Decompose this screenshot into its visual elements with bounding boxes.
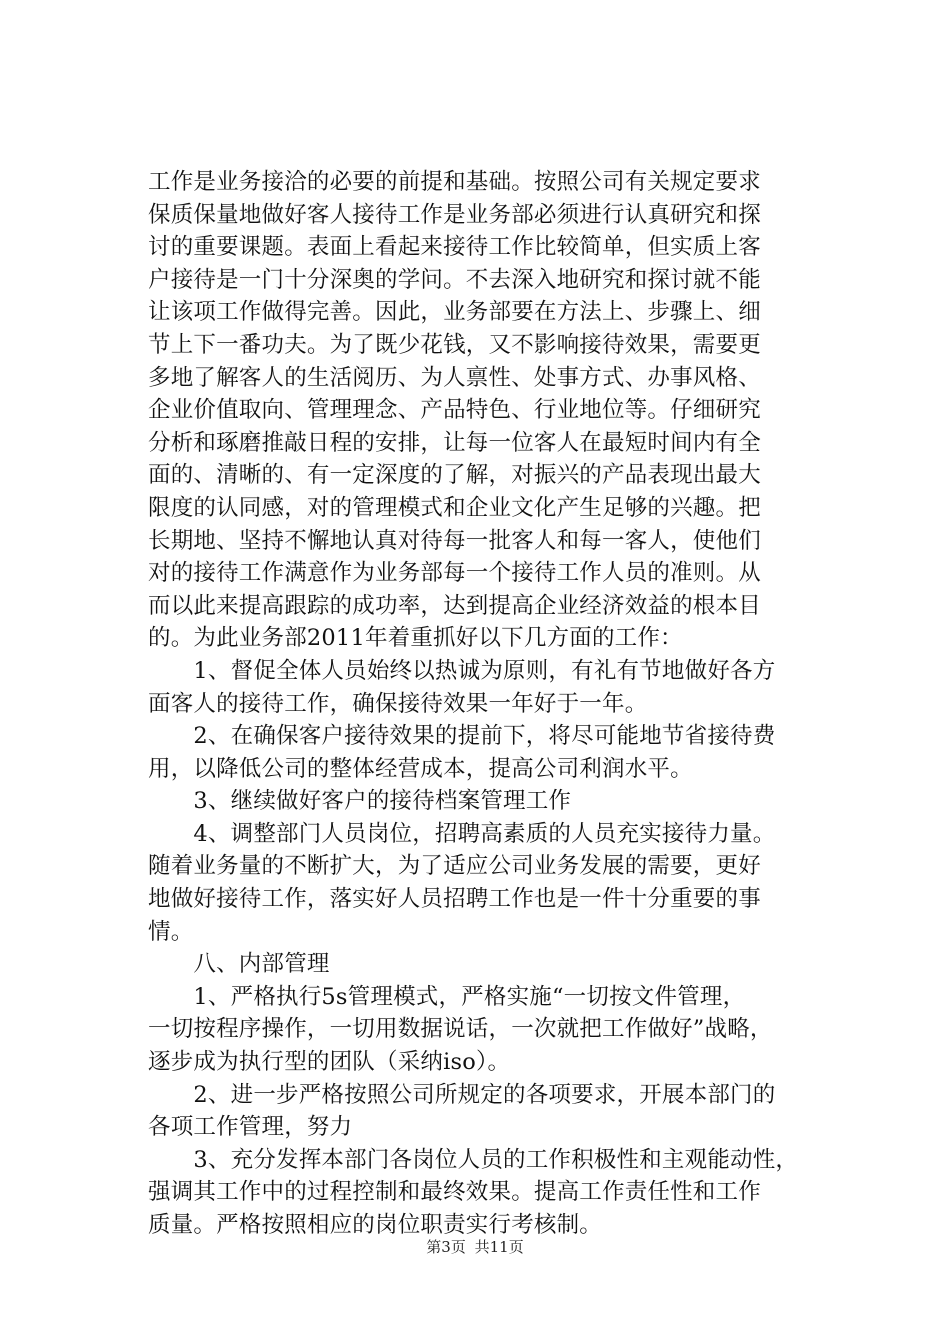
text-line: 逐步成为执行型的团队（采纳iso）。 — [148, 1049, 511, 1076]
text-line: 2、进一步严格按照公司所规定的各项要求，开展本部门的 — [148, 1081, 776, 1108]
document-body — [148, 166, 838, 1242]
text-line: 保质保量地做好客人接待工作是业务部必须进行认真研究和探 — [148, 201, 761, 228]
text-line: 地做好接待工作，落实好人员招聘工作也是一件十分重要的事 — [148, 886, 761, 913]
text-line: 一切按程序操作，一切用数据说话，一次就把工作做好”战略， — [148, 1016, 773, 1043]
section-heading: 八、内部管理 — [148, 951, 330, 978]
text-line: 分析和琢磨推敲日程的安排，让每一位客人在最短时间内有全 — [148, 429, 761, 456]
text-line: 面客人的接待工作，确保接待效果一年好于一年。 — [148, 690, 648, 717]
text-line: 对的接待工作满意作为业务部每一个接待工作人员的准则。从 — [148, 560, 761, 587]
text-line: 长期地、坚持不懈地认真对待每一批客人和每一客人，使他们 — [148, 527, 761, 554]
text-line: 企业价值取向、管理理念、产品特色、行业地位等。仔细研究 — [148, 397, 761, 424]
text-line: 而以此来提高跟踪的成功率，达到提高企业经济效益的根本目 — [148, 592, 761, 619]
text-line: 2、在确保客户接待效果的提前下，将尽可能地节省接待费 — [148, 723, 776, 750]
text-line: 1、督促全体人员始终以热诚为原则，有礼有节地做好各方 — [148, 657, 776, 684]
text-line: 面的、清晰的、有一定深度的了解，对振兴的产品表现出最大 — [148, 462, 761, 489]
text-line: 户接待是一门十分深奥的学问。不去深入地研究和探讨就不能 — [148, 266, 761, 293]
page-total: 共11页 — [474, 1238, 524, 1256]
page-number: 第3页 — [426, 1238, 466, 1256]
text-line: 3、充分发挥本部门各岗位人员的工作积极性和主观能动性， — [148, 1146, 799, 1173]
text-line: 质量。严格按照相应的岗位职责实行考核制。 — [148, 1212, 603, 1238]
text-line: 用，以降低公司的整体经营成本，提高公司利润水平。 — [148, 755, 693, 782]
text-line: 随着业务量的不断扩大，为了适应公司业务发展的需要，更好 — [148, 853, 761, 880]
text-line: 1、严格执行5s管理模式，严格实施“一切按文件管理， — [148, 983, 746, 1010]
text-line: 节上下一番功夫。为了既少花钱，又不影响接待效果，需要更 — [148, 331, 761, 358]
text-line: 强调其工作中的过程控制和最终效果。提高工作责任性和工作 — [148, 1179, 761, 1206]
text-line: 各项工作管理，努力 — [148, 1114, 353, 1141]
text-line: 4、调整部门人员岗位，招聘高素质的人员充实接待力量。 — [148, 820, 776, 847]
text-line: 让该项工作做得完善。因此，业务部要在方法上、步骤上、细 — [148, 299, 761, 326]
text-line: 限度的认同感，对的管理模式和企业文化产生足够的兴趣。把 — [148, 494, 761, 521]
text-line: 情。 — [148, 918, 194, 945]
text-line: 讨的重要课题。表面上看起来接待工作比较简单，但实质上客 — [148, 234, 761, 261]
text-line: 3、继续做好客户的接待档案管理工作 — [148, 788, 572, 815]
text-line: 的。为此业务部2011年着重抓好以下几方面的工作： — [148, 625, 683, 652]
text-line: 多地了解客人的生活阅历、为人禀性、处事方式、办事风格、 — [148, 364, 761, 391]
text-line: 工作是业务接洽的必要的前提和基础。按照公司有关规定要求 — [148, 169, 761, 195]
page-footer — [0, 1236, 950, 1257]
